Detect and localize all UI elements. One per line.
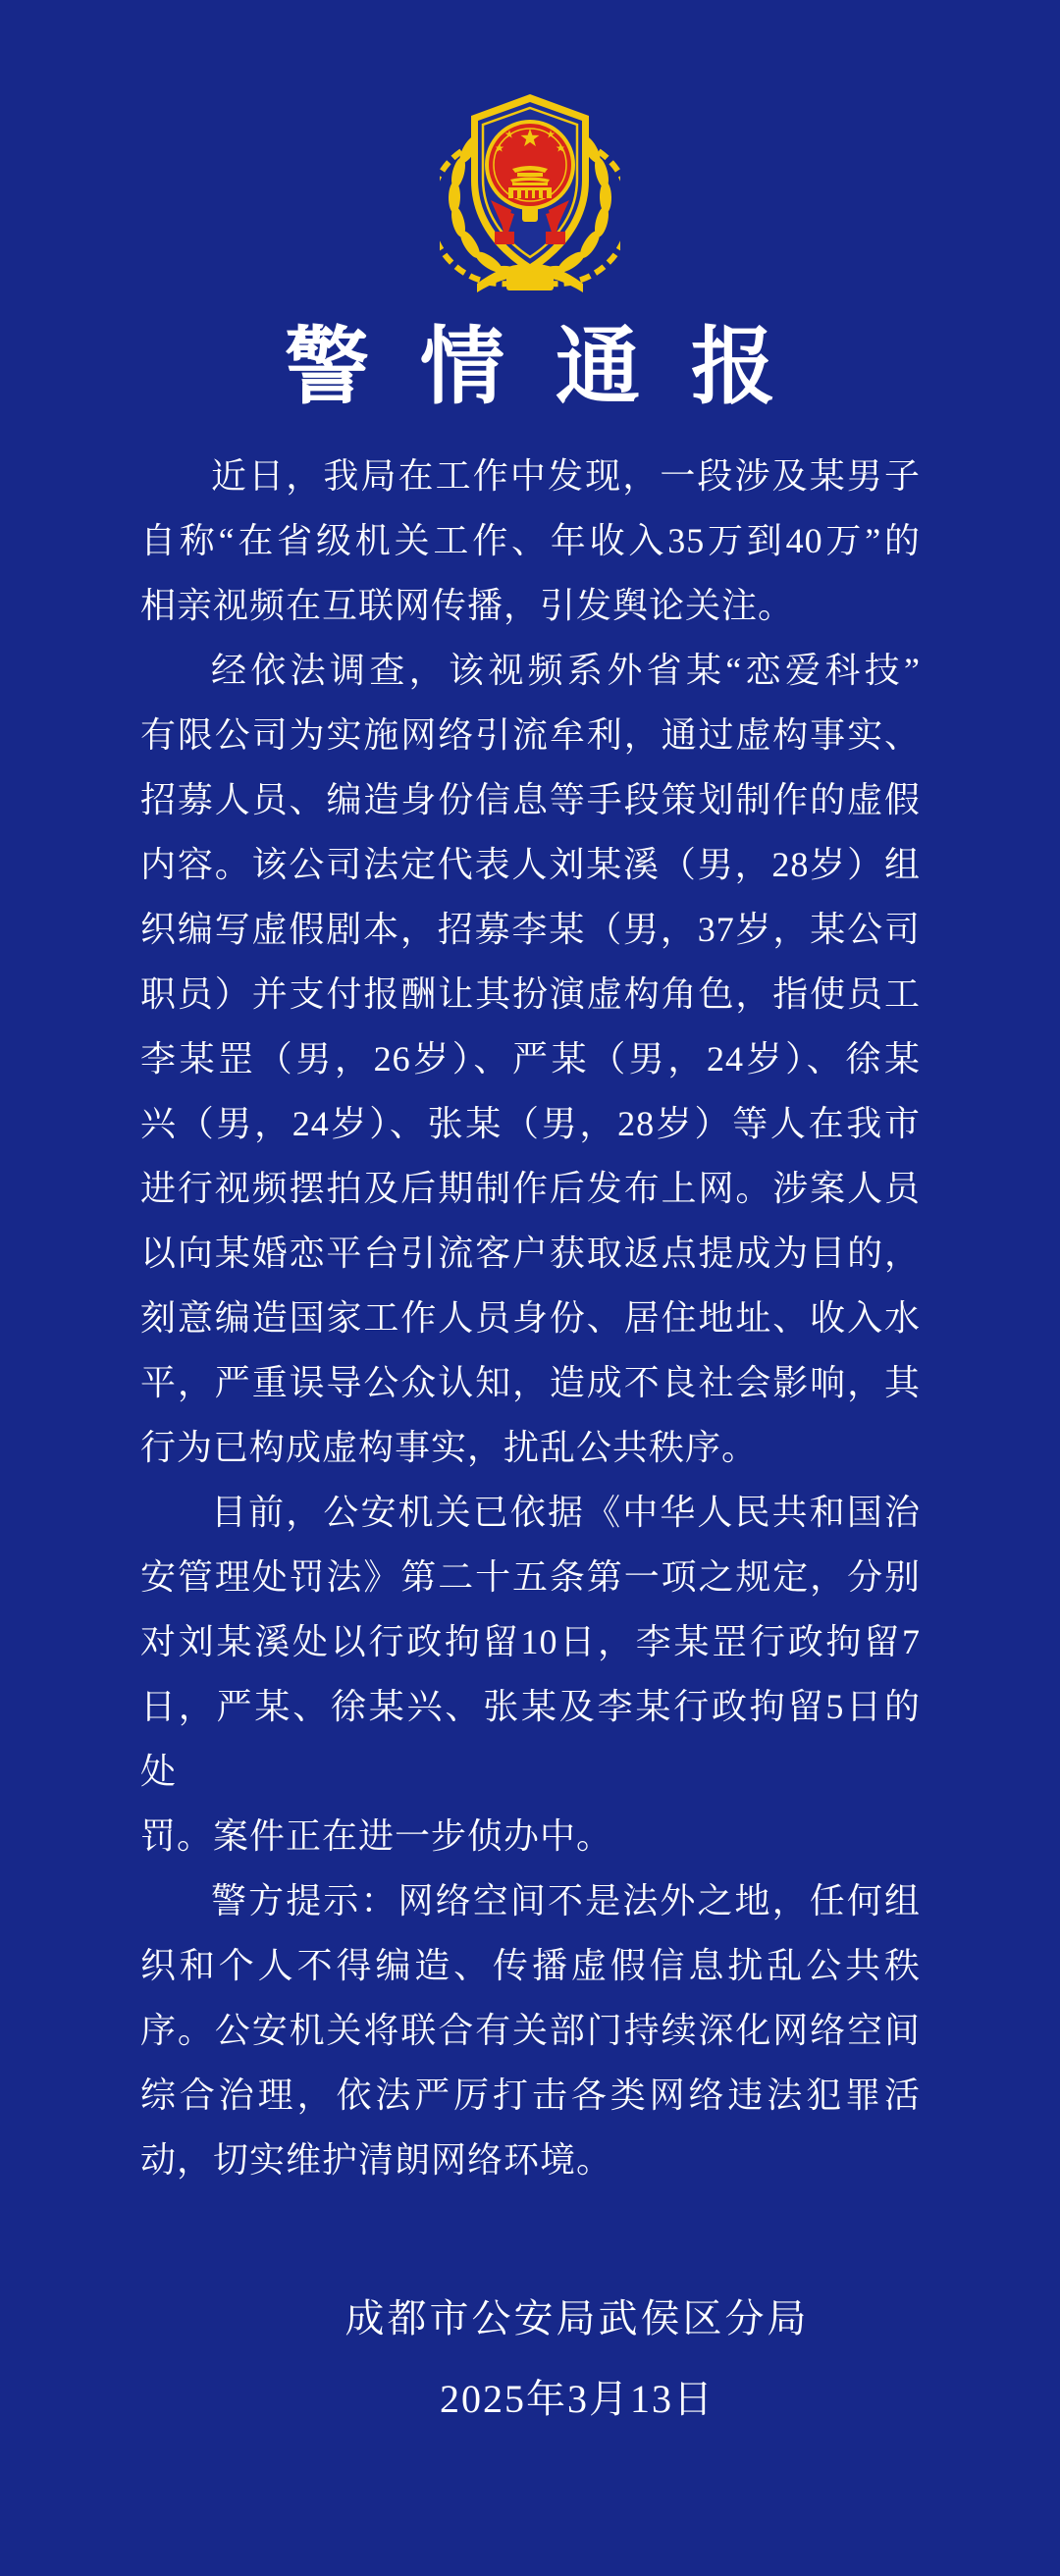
body-line: 对刘某溪处以行政拘留10日，李某罡行政拘留7 [140,1622,921,1661]
body-line: 罚。案件正在进一步侦办中。 [140,1816,613,1856]
paragraph-1 [140,444,921,638]
notice-body [140,444,921,2192]
body-line: 相亲视频在互联网传播，引发舆论关注。 [140,586,795,625]
police-badge-icon [440,86,620,297]
body-line: 刻意编造国家工作人员身份、居住地址、收入水 [140,1298,921,1338]
body-line: 有限公司为实施网络引流牟利，通过虚构事实、 [140,715,921,755]
body-line: 动，切实维护清朗网络环境。 [140,2140,613,2180]
body-line: 以向某婚恋平台引流客户获取返点提成为目的， [140,1234,921,1273]
body-line: 序。公安机关将联合有关部门持续深化网络空间 [140,2011,921,2050]
signature-block [47,2287,1060,2424]
body-line: 兴（男，24岁）、张某（男，28岁）等人在我市 [140,1104,921,1143]
page-title: 警情通报 [285,320,826,414]
body-line: 经依法调查，该视频系外省某“恋爱科技” [211,651,921,690]
body-line: 目前，公安机关已依据《中华人民共和国治 [211,1493,921,1532]
body-line: 警方提示：网络空间不是法外之地，任何组 [211,1881,921,1920]
body-line: 内容。该公司法定代表人刘某溪（男，28岁）组 [140,845,921,884]
body-line: 近日，我局在工作中发现，一段涉及某男子 [211,456,921,496]
body-line: 综合治理，依法严厉打击各类网络违法犯罪活 [140,2076,921,2115]
body-line: 职员）并支付报酬让其扮演虚构角色，指使员工 [140,974,921,1014]
paragraph-2 [140,638,921,1480]
issuing-authority: 成都市公安局武侯区分局 [344,2296,810,2340]
body-line: 日，严某、徐某兴、张某及李某行政拘留5日的处 [140,1687,921,1791]
body-line: 李某罡（男，26岁）、严某（男，24岁）、徐某 [140,1039,921,1078]
body-line: 自称“在省级机关工作、年收入35万到40万”的 [140,521,921,560]
body-line: 招募人员、编造身份信息等手段策划制作的虚假 [140,780,921,819]
issue-date: 2025年3月13日 [440,2377,715,2421]
body-line: 行为已构成虚构事实，扰乱公共秩序。 [140,1428,759,1467]
body-line: 织编写虚假剧本，招募李某（男，37岁，某公司 [140,910,921,949]
body-line: 安管理处罚法》第二十五条第一项之规定，分别 [140,1557,921,1597]
body-line: 平，严重误导公众认知，造成不良社会影响，其 [140,1363,921,1402]
body-line: 织和个人不得编造、传播虚假信息扰乱公共秩 [140,1946,921,1985]
body-line: 进行视频摆拍及后期制作后发布上网。涉案人员 [140,1169,921,1208]
paragraph-3 [140,1480,921,1868]
paragraph-4 [140,1868,921,2192]
